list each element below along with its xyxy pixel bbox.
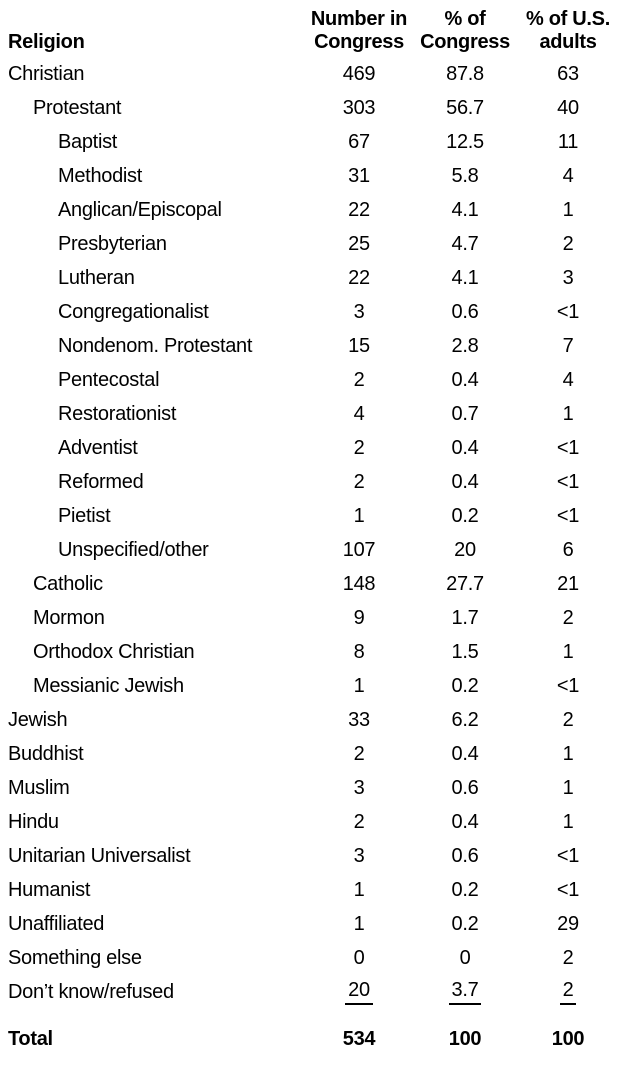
pct-of-us-adults-cell: 4 bbox=[562, 164, 574, 187]
number-in-congress-cell: 1 bbox=[353, 878, 365, 901]
religion-label: Unaffiliated bbox=[8, 912, 105, 935]
religion-label: Messianic Jewish bbox=[33, 674, 184, 697]
number-in-congress-cell: 148 bbox=[342, 572, 376, 595]
table-row bbox=[0, 669, 624, 703]
number-in-congress-cell: 3 bbox=[353, 844, 365, 867]
table-row bbox=[0, 975, 624, 1009]
column-header-line: % of U.S. bbox=[526, 8, 610, 30]
pct-of-us-adults-cell: 3 bbox=[562, 266, 574, 289]
pct-of-us-adults-cell: 1 bbox=[562, 198, 574, 221]
pct-of-congress-cell: 4.7 bbox=[451, 232, 479, 255]
religion-label: Nondenom. Protestant bbox=[58, 334, 253, 357]
table-row bbox=[0, 737, 624, 771]
religion-label: Pentecostal bbox=[58, 368, 160, 391]
table-row bbox=[0, 261, 624, 295]
pct-of-us-adults-cell bbox=[512, 975, 624, 1009]
religion-label: Reformed bbox=[58, 470, 144, 493]
column-header-religion bbox=[0, 0, 300, 57]
religion-label: Catholic bbox=[33, 572, 103, 595]
pct-of-congress-cell: 0.4 bbox=[451, 470, 479, 493]
pct-of-us-adults-cell: <1 bbox=[556, 844, 580, 867]
column-header-pct-of-us-adults bbox=[512, 0, 624, 57]
number-in-congress-cell: 3 bbox=[353, 300, 365, 323]
pct-of-us-adults-cell: 4 bbox=[562, 368, 574, 391]
number-in-congress-cell: 8 bbox=[353, 640, 365, 663]
pct-of-congress-cell: 12.5 bbox=[446, 130, 484, 153]
number-in-congress-cell: 2 bbox=[353, 436, 365, 459]
table-row bbox=[0, 839, 624, 873]
column-header-line: adults bbox=[539, 31, 597, 53]
table-row bbox=[0, 805, 624, 839]
pct-of-us-adults-cell: 6 bbox=[562, 538, 574, 561]
number-in-congress-cell: 2 bbox=[353, 470, 365, 493]
pct-of-congress-cell: 5.8 bbox=[451, 164, 479, 187]
number-in-congress-cell: 2 bbox=[353, 742, 365, 765]
number-in-congress-cell: 25 bbox=[348, 232, 370, 255]
pct-of-congress-cell: 0.6 bbox=[451, 844, 479, 867]
table-row bbox=[0, 91, 624, 125]
pct-of-us-adults-cell: 2 bbox=[562, 232, 574, 255]
religion-label: Pietist bbox=[58, 504, 111, 527]
table-row bbox=[0, 329, 624, 363]
religion-label: Christian bbox=[8, 62, 85, 85]
pct-of-congress-cell: 1.7 bbox=[451, 606, 479, 629]
pct-of-congress-cell: 0.2 bbox=[451, 878, 479, 901]
column-header-pct-of-congress bbox=[418, 0, 512, 57]
religion-label: Unspecified/other bbox=[58, 538, 209, 561]
pct-of-congress-cell bbox=[418, 975, 512, 1009]
table-row bbox=[0, 125, 624, 159]
table-row bbox=[0, 873, 624, 907]
pct-of-us-adults-cell: <1 bbox=[556, 300, 580, 323]
pct-of-us-adults-cell: 100 bbox=[551, 1027, 585, 1050]
table-row bbox=[0, 771, 624, 805]
religion-label: Unitarian Universalist bbox=[8, 844, 191, 867]
number-in-congress-cell: 534 bbox=[342, 1027, 376, 1050]
pct-of-congress-cell: 87.8 bbox=[446, 62, 484, 85]
pct-of-congress-cell: 4.1 bbox=[451, 198, 479, 221]
religion-label: Don’t know/refused bbox=[8, 980, 174, 1003]
pct-of-us-adults-cell: 1 bbox=[562, 776, 574, 799]
pct-of-us-adults-cell: <1 bbox=[556, 504, 580, 527]
pct-of-us-adults-cell: 1 bbox=[562, 402, 574, 425]
table-row bbox=[0, 57, 624, 91]
pct-of-us-adults-cell: 63 bbox=[557, 62, 579, 85]
pct-of-congress-cell: 0 bbox=[459, 946, 471, 969]
number-in-congress-cell: 9 bbox=[353, 606, 365, 629]
religion-label: Jewish bbox=[8, 708, 68, 731]
table-row bbox=[0, 635, 624, 669]
pct-of-us-adults-cell: 7 bbox=[562, 334, 574, 357]
underlined-value: 2 bbox=[560, 979, 577, 1005]
column-header-religion-label: Religion bbox=[8, 31, 85, 53]
pct-of-us-adults-cell: 11 bbox=[557, 130, 579, 153]
number-in-congress-cell: 469 bbox=[342, 62, 376, 85]
number-in-congress-cell: 3 bbox=[353, 776, 365, 799]
column-header-line: Number in bbox=[310, 8, 408, 30]
table-row bbox=[0, 601, 624, 635]
pct-of-congress-cell: 0.2 bbox=[451, 504, 479, 527]
total-row bbox=[0, 1009, 624, 1057]
number-in-congress-cell: 1 bbox=[353, 912, 365, 935]
number-in-congress-cell: 33 bbox=[348, 708, 370, 731]
pct-of-us-adults-cell: 2 bbox=[562, 946, 574, 969]
pct-of-congress-cell: 56.7 bbox=[446, 96, 484, 119]
pct-of-us-adults-cell: 2 bbox=[562, 708, 574, 731]
number-in-congress-cell: 67 bbox=[348, 130, 370, 153]
religion-label: Protestant bbox=[33, 96, 122, 119]
number-in-congress-cell: 107 bbox=[342, 538, 376, 561]
number-in-congress-cell: 2 bbox=[353, 810, 365, 833]
religion-label: Lutheran bbox=[58, 266, 135, 289]
pct-of-congress-cell: 0.6 bbox=[451, 776, 479, 799]
religion-label: Baptist bbox=[58, 130, 118, 153]
column-header-line: Congress bbox=[314, 31, 404, 53]
header-row bbox=[0, 0, 624, 57]
column-header-line: Congress bbox=[420, 31, 510, 53]
table-row bbox=[0, 465, 624, 499]
table-row bbox=[0, 533, 624, 567]
table-row bbox=[0, 499, 624, 533]
number-in-congress-cell: 0 bbox=[353, 946, 365, 969]
religion-label: Methodist bbox=[58, 164, 143, 187]
pct-of-us-adults-cell: 29 bbox=[557, 912, 579, 935]
pct-of-congress-cell: 0.2 bbox=[451, 912, 479, 935]
pct-of-us-adults-cell: <1 bbox=[556, 470, 580, 493]
pct-of-congress-cell: 0.4 bbox=[451, 436, 479, 459]
number-in-congress-cell: 303 bbox=[342, 96, 376, 119]
pct-of-congress-cell: 0.4 bbox=[451, 742, 479, 765]
religion-label: Orthodox Christian bbox=[33, 640, 195, 663]
table-row bbox=[0, 227, 624, 261]
number-in-congress-cell: 1 bbox=[353, 504, 365, 527]
pct-of-congress-cell: 0.4 bbox=[451, 810, 479, 833]
pct-of-congress-cell: 0.7 bbox=[451, 402, 479, 425]
number-in-congress-cell bbox=[300, 975, 418, 1009]
pct-of-congress-cell: 6.2 bbox=[451, 708, 479, 731]
religion-label: Humanist bbox=[8, 878, 91, 901]
table-row bbox=[0, 431, 624, 465]
underlined-value: 3.7 bbox=[449, 979, 482, 1005]
religion-label: Something else bbox=[8, 946, 142, 969]
table-row bbox=[0, 907, 624, 941]
pct-of-us-adults-cell: 40 bbox=[557, 96, 579, 119]
table-row bbox=[0, 295, 624, 329]
religion-label: Total bbox=[8, 1027, 53, 1050]
religion-label: Mormon bbox=[33, 606, 105, 629]
column-header-number-in-congress bbox=[300, 0, 418, 57]
pct-of-congress-cell: 20 bbox=[454, 538, 476, 561]
religion-label: Congregationalist bbox=[58, 300, 209, 323]
number-in-congress-cell: 22 bbox=[348, 198, 370, 221]
religion-label: Restorationist bbox=[58, 402, 177, 425]
column-header-line: % of bbox=[444, 8, 486, 30]
pct-of-us-adults-cell: 1 bbox=[562, 742, 574, 765]
pct-of-congress-cell: 4.1 bbox=[451, 266, 479, 289]
table-body bbox=[0, 57, 624, 1057]
number-in-congress-cell: 22 bbox=[348, 266, 370, 289]
religion-label: Muslim bbox=[8, 776, 70, 799]
pct-of-congress-cell: 100 bbox=[448, 1027, 482, 1050]
number-in-congress-cell: 1 bbox=[353, 674, 365, 697]
pct-of-congress-cell: 0.4 bbox=[451, 368, 479, 391]
pct-of-us-adults-cell: <1 bbox=[556, 878, 580, 901]
number-in-congress-cell: 2 bbox=[353, 368, 365, 391]
table-row bbox=[0, 159, 624, 193]
religion-label: Anglican/Episcopal bbox=[58, 198, 222, 221]
pct-of-congress-cell: 2.8 bbox=[451, 334, 479, 357]
number-in-congress-cell: 31 bbox=[348, 164, 370, 187]
table-row bbox=[0, 193, 624, 227]
pct-of-congress-cell: 0.6 bbox=[451, 300, 479, 323]
pct-of-us-adults-cell: <1 bbox=[556, 436, 580, 459]
pct-of-congress-cell: 1.5 bbox=[451, 640, 479, 663]
table-row bbox=[0, 941, 624, 975]
pct-of-us-adults-cell: <1 bbox=[556, 674, 580, 697]
pct-of-us-adults-cell: 1 bbox=[562, 640, 574, 663]
pct-of-congress-cell: 0.2 bbox=[451, 674, 479, 697]
pct-of-congress-cell: 27.7 bbox=[446, 572, 484, 595]
number-in-congress-cell: 15 bbox=[348, 334, 370, 357]
religion-label: Presbyterian bbox=[58, 232, 167, 255]
religion-label: Adventist bbox=[58, 436, 138, 459]
religion-label: Buddhist bbox=[8, 742, 84, 765]
table-row bbox=[0, 363, 624, 397]
number-in-congress-cell: 4 bbox=[353, 402, 365, 425]
underlined-value: 20 bbox=[345, 979, 373, 1005]
table-row bbox=[0, 703, 624, 737]
table-header bbox=[0, 0, 624, 57]
table-row bbox=[0, 567, 624, 601]
pct-of-us-adults-cell: 21 bbox=[557, 572, 579, 595]
religion-label: Hindu bbox=[8, 810, 59, 833]
table-row bbox=[0, 397, 624, 431]
pct-of-us-adults-cell: 1 bbox=[562, 810, 574, 833]
pct-of-us-adults-cell: 2 bbox=[562, 606, 574, 629]
